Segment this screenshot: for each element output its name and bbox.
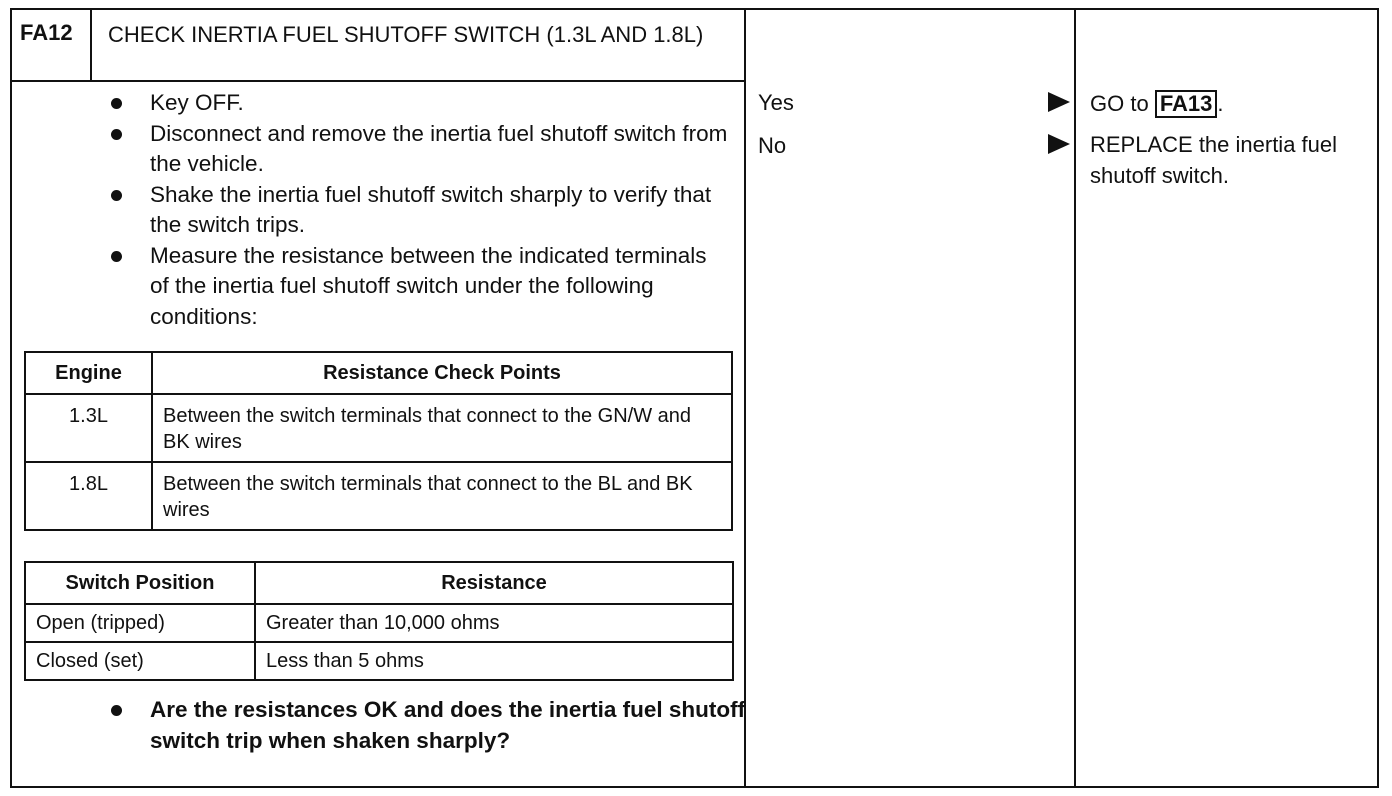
table-row	[25, 462, 732, 530]
table-cell: Closed (set)	[25, 642, 255, 680]
step-id: FA12	[20, 20, 73, 45]
result-no: No	[758, 133, 787, 158]
test-column-divider	[744, 8, 746, 788]
list-item: Measure the resistance between the indicated terminals of the inertia fuel shutoff switch under the following conditions:	[108, 241, 728, 333]
column-header: Resistance	[255, 562, 733, 604]
table-cell: 1.3L	[25, 394, 152, 462]
title-underline	[10, 80, 745, 82]
list-item: Shake the inertia fuel shutoff switch sharply to verify that the switch trips.	[108, 180, 728, 241]
arrow-right-icon	[1048, 92, 1070, 112]
table-cell: 1.8L	[25, 462, 152, 530]
switch-resistance-table	[24, 561, 734, 681]
action-yes: GO to FA13 .	[1090, 91, 1224, 116]
column-header: Switch Position	[25, 562, 255, 604]
step-id-divider	[90, 8, 92, 81]
test-steps-list	[108, 88, 728, 332]
arrow-right-icon	[1048, 134, 1070, 154]
table-header-row	[25, 562, 733, 604]
table-header-row	[25, 352, 732, 394]
step-title: CHECK INERTIA FUEL SHUTOFF SWITCH (1.3L AND 1.8L)	[108, 22, 704, 47]
bullet-icon	[111, 98, 122, 109]
table-cell: Between the switch terminals that connect to the BL and BK wires	[152, 462, 732, 530]
table-cell: Between the switch terminals that connect to the GN/W and BK wires	[152, 394, 732, 462]
list-item: Disconnect and remove the inertia fuel shutoff switch from the vehicle.	[108, 119, 728, 180]
table-row	[25, 394, 732, 462]
bullet-icon	[111, 705, 122, 716]
table-cell: Open (tripped)	[25, 604, 255, 642]
column-header: Resistance Check Points	[152, 352, 732, 394]
table-row	[25, 604, 733, 642]
engine-check-table	[24, 351, 733, 531]
step-reference-link[interactable]: FA13	[1155, 90, 1218, 118]
bullet-icon	[111, 190, 122, 201]
result-yes: Yes	[758, 90, 794, 115]
table-cell: Less than 5 ohms	[255, 642, 733, 680]
table-row	[25, 642, 733, 680]
action-no: REPLACE the inertia fuel shutoff switch.	[1090, 132, 1338, 188]
list-item: Key OFF.	[108, 88, 728, 119]
result-column-divider	[1074, 8, 1076, 788]
bullet-icon	[111, 251, 122, 262]
table-cell: Greater than 10,000 ohms	[255, 604, 733, 642]
column-header: Engine	[25, 352, 152, 394]
test-question: Are the resistances OK and does the inertia fuel shutoff switch trip when shaken sharply?	[108, 695, 770, 756]
bullet-icon	[111, 129, 122, 140]
